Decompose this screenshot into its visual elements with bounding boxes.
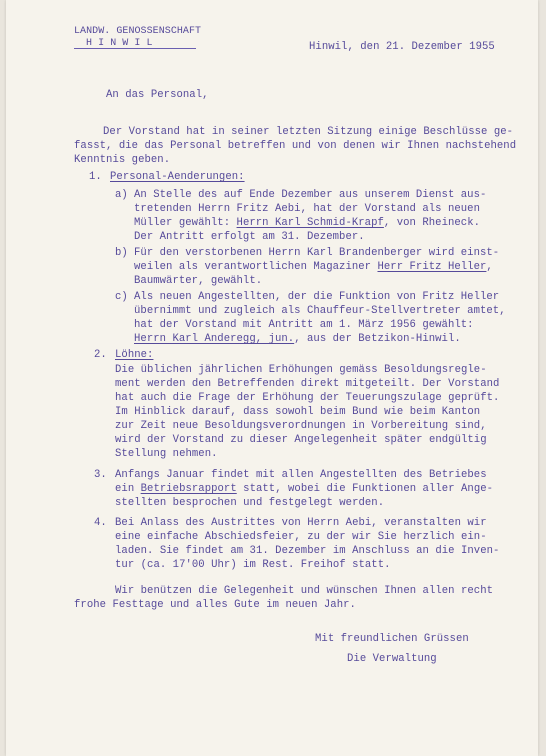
section4-line: laden. Sie findet am 31. Dezember im Anschluss an die Inven- — [115, 545, 500, 557]
item-c-line: Als neuen Angestellten, der die Funktion von Fritz Heller — [134, 291, 500, 303]
section4-line: eine einfache Abschiedsfeier, zu der wir Sie herzlich ein- — [115, 531, 487, 543]
letterhead-rule — [74, 48, 196, 49]
section4-line: Bei Anlass des Austrittes von Herrn Aebi, veranstalten wir — [115, 517, 487, 529]
signoff-signature: Die Verwaltung — [347, 653, 437, 665]
section2-line: Im Hinblick darauf, dass sowohl beim Bund wie beim Kanton — [115, 406, 481, 418]
section1-title: Personal-Aenderungen: — [110, 171, 245, 183]
org-name: LANDW. GENOSSENSCHAFT — [74, 26, 202, 37]
section3-number: 3. — [94, 469, 107, 481]
section2-line: wird der Vorstand zu dieser Angelegenheit später endgültig — [115, 434, 487, 446]
letter-date: Hinwil, den 21. Dezember 1955 — [309, 41, 495, 53]
section3-line: Anfangs Januar findet mit allen Angestellten des Betriebes — [115, 469, 487, 481]
item-a-line: Der Antritt erfolgt am 31. Dezember. — [134, 231, 365, 243]
item-c-line: übernimmt und zugleich als Chauffeur-Stellvertreter amtet, — [134, 305, 506, 317]
item-b-line: weilen als verantwortlichen Magaziner Herr Fritz Heller, — [134, 261, 493, 273]
item-a-line: An Stelle des auf Ende Dezember aus unserem Dienst aus- — [134, 189, 487, 201]
new-miller-name: Herrn Karl Schmid-Krapf — [236, 217, 384, 229]
item-b-line: Für den verstorbenen Herrn Karl Brandenberger wird einst- — [134, 247, 500, 259]
item-a-line: Müller gewählt: Herrn Karl Schmid-Krapf, von Rheineck. — [134, 217, 481, 229]
section2-title: Löhne: — [115, 349, 154, 361]
section2-line: zur Zeit neue Besoldungsverordnungen in Vorbereitung sind, — [115, 420, 487, 432]
new-employee-name: Herrn Karl Anderegg, jun. — [134, 333, 295, 345]
salutation: An das Personal, — [106, 89, 209, 101]
section3-line: stellten besprochen und festgelegt werden. — [115, 497, 385, 509]
intro-line: fasst, die das Personal betreffen und von denen wir Ihnen nachstehend — [74, 140, 517, 152]
section2-line: Die üblichen jährlichen Erhöhungen gemäss Besoldungsregle- — [115, 364, 487, 376]
item-c-label: c) — [115, 291, 128, 303]
intro-line: Der Vorstand hat in seiner letzten Sitzung einige Beschlüsse ge- — [103, 126, 514, 138]
section4-line: tur (ca. 17'00 Uhr) im Rest. Freihof statt. — [115, 559, 391, 571]
item-b-line: Baumwärter, gewählt. — [134, 275, 263, 287]
section2-number: 2. — [94, 349, 107, 361]
item-a-label: a) — [115, 189, 128, 201]
org-location: H I N W I L — [86, 38, 153, 49]
item-b-label: b) — [115, 247, 128, 259]
section4-number: 4. — [94, 517, 107, 529]
section1-number: 1. — [89, 171, 102, 183]
item-c-line: Herrn Karl Anderegg, jun., aus der Betzikon-Hinwil. — [134, 333, 461, 345]
section2-line: Stellung nehmen. — [115, 448, 218, 460]
closing-line: frohe Festtage und alles Gute im neuen Jahr. — [74, 599, 356, 611]
signoff-greeting: Mit freundlichen Grüssen — [315, 633, 469, 645]
section2-line: hat auch die Frage der Erhöhung der Teuerungszulage geprüft. — [115, 392, 500, 404]
closing-line: Wir benützen die Gelegenheit und wünschen Ihnen allen recht — [115, 585, 494, 597]
item-a-line: tretenden Herrn Fritz Aebi, hat der Vorstand als neuen — [134, 203, 480, 215]
intro-line: Kenntnis geben. — [74, 154, 171, 166]
section3-line: ein Betriebsrapport statt, wobei die Funktionen aller Ange- — [115, 483, 494, 495]
item-c-line: hat der Vorstand mit Antritt am 1. März 1956 gewählt: — [134, 319, 474, 331]
magaziner-name: Herr Fritz Heller — [377, 261, 487, 273]
betriebsrapport-term: Betriebsrapport — [140, 483, 237, 495]
section2-line: ment werden den Betreffenden direkt mitgeteilt. Der Vorstand — [115, 378, 500, 390]
